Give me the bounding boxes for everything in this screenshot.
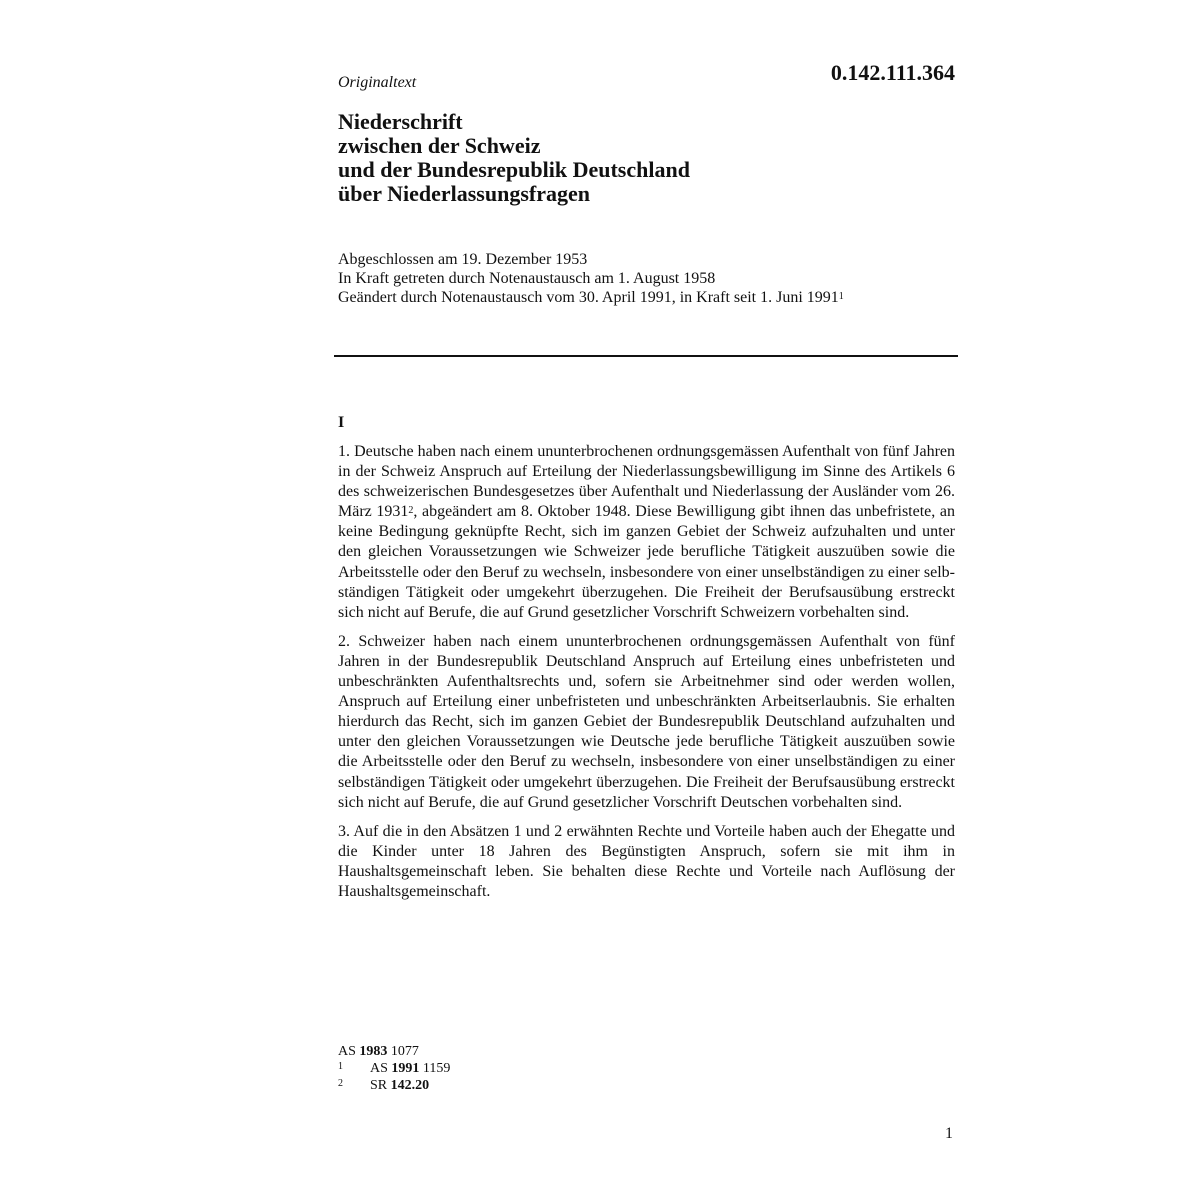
concluded-date: Abgeschlossen am 19. Dezember 1953	[338, 251, 588, 268]
section-heading: I	[338, 414, 345, 431]
footnote-marker: 1	[338, 1061, 343, 1072]
amendment-text: Geändert durch Notenaustausch vom 30. April 1991, in Kraft seit 1. Juni 1991	[338, 289, 839, 306]
footnote-marker: 2	[338, 1078, 343, 1089]
horizontal-rule	[334, 355, 958, 357]
title-line: über Niederlassungsfragen	[338, 181, 590, 206]
in-force-date: In Kraft getreten durch Notenaustausch am 1. August 1958	[338, 270, 716, 287]
paragraph-2: 2. Schweizer haben nach einem ununterbrochenen ordnungsgemässen Aufenthalt von fünf Jahren in der Bundesrepublik Deutschland Anspruch auf Erteilung eines unbefristeten und unbeschränkten Aufenthaltsrechts und, sofern sie Arbeitnehmer sind oder werden wollen, Anspruch auf Erteilung einer unbefristeten und unbeschränkten Arbeitserlaubnis. Sie erhalten hierdurch das Recht, sich im ganzen Gebiet der Bundesrepublik Deutschland aufzuhalten und unter den gleichen Voraussetzungen wie Deutsche jede berufliche Tätigkeit auszuüben sowie die Arbeitsstelle oder den Beruf zu wechseln, insbesondere von einer unselbständigen zu einer selbständigen Tätigkeit oder umgekehrt überzugehen. Die Freiheit der Berufsausübung erstreckt sich nicht auf Berufe, die auf Grund gesetzlicher Vorschrift Deutschen vorbehalten sind.	[338, 632, 955, 811]
paragraph-1-text-b: , abgeändert am 8. Oktober 1948. Diese Bewilligung gibt ihnen das unbefristete, an keine Bedingung geknüpfte Recht, sich im ganzen Gebiet der Schweiz aufzuhalten und unter den gleichen Voraussetzungen wie Schweizer jede berufliche Tätigkeit auszuüben sowie die Arbeitsstelle oder den Beruf zu wechseln, insbesondere von einer unselbständigen zu einer selbständigen Tätigkeit oder umgekehrt überzugehen. Die Freiheit der Berufsausübung erstreckt sich nicht auf Berufe, die auf Grund gesetzlicher Vorschrift Schweizern vorbehalten sind.	[338, 503, 955, 621]
paragraph-3: 3. Auf die in den Absätzen 1 und 2 erwähnten Rechte und Vorteile haben auch der Ehegatte und die Kinder unter 18 Jahren des Begünstigten Anspruch, sofern sie mit ihm in Haushaltsgemeinschaft leben. Sie behalten diese Rechte und Vorteile nach Auflösung der Haushaltsgemeinschaft.	[338, 822, 955, 900]
source-page: 1077	[390, 1044, 419, 1059]
footnote-reference: 1	[838, 291, 844, 302]
footnote-year: 1991	[391, 1061, 420, 1076]
paragraph-1	[338, 442, 955, 623]
amendment-date	[338, 288, 958, 307]
footnote-2	[338, 1077, 450, 1094]
section-body	[338, 442, 955, 911]
document-number: 0.142.111.364	[830, 60, 955, 85]
source-year: 1983	[359, 1044, 388, 1059]
document-metadata	[338, 250, 958, 307]
page-number: 1	[945, 1125, 953, 1142]
footnote-page: 1159	[422, 1061, 451, 1076]
document-title	[338, 110, 938, 206]
source-prefix: AS	[338, 1044, 356, 1059]
footnote-prefix: SR	[370, 1078, 388, 1093]
footnote-1	[338, 1060, 450, 1077]
paragraph-1-text-a: 1. Deutsche haben nach einem ununterbrochenen ordnungsgemässen Aufenthalt von fünf Jahren in der Schweiz Anspruch auf Erteilung der Niederlassungsbewilligung im Sinne des Artikels 6 des schweizerischen Bundesgesetzes über Aufenthalt und Niederlassung der Ausländer vom 26. März 1931	[338, 443, 955, 521]
title-line: Niederschrift	[338, 109, 463, 134]
footnote-prefix: AS	[370, 1061, 388, 1076]
title-line: und der Bundesrepublik Deutschland	[338, 157, 690, 182]
title-line: zwischen der Schweiz	[338, 133, 541, 158]
source-reference	[338, 1043, 450, 1060]
footnote-number: 142.20	[390, 1078, 430, 1093]
footnotes	[338, 1043, 450, 1094]
original-text-label: Originaltext	[338, 74, 417, 91]
footnote-reference: 2	[408, 505, 414, 517]
